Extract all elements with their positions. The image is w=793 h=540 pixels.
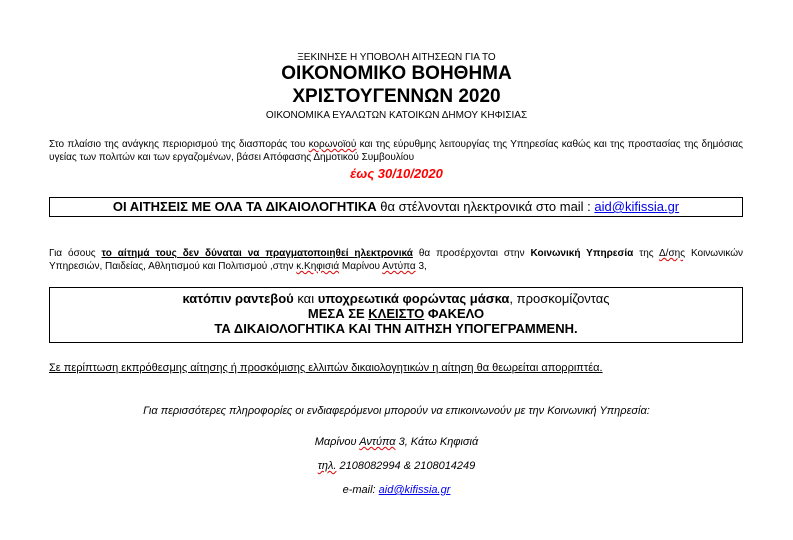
para2-kkif: κ.Κηφισιά	[296, 261, 340, 272]
phone-numbers: 2108082994 & 2108014249	[336, 460, 476, 472]
page-title-line2: ΧΡΙΣΤΟΥΓΕΝΝΩΝ 2020	[292, 86, 501, 107]
header-intro-line: ΞΕΚΙΝΗΣΕ Η ΥΠΟΒΟΛΗ ΑΙΤΗΣΕΩΝ ΓΙΑ ΤΟ	[297, 52, 496, 63]
submission-email-box	[49, 197, 743, 217]
page-title-line1: ΟΙΚΟΝΟΜΙΚΟ ΒΟΗΘΗΜΑ	[281, 63, 512, 84]
box2-line2c: ΦΑΚΕΛΟ	[424, 306, 485, 321]
para2-dsis: Δ/σης	[659, 248, 686, 259]
para2-text-6: 3,	[415, 261, 427, 272]
submission-email-link[interactable]: aid@kifissia.gr	[594, 199, 680, 214]
box2-bold-1: κατόπιν ραντεβού	[182, 291, 294, 306]
phone-label: τηλ.	[317, 460, 337, 472]
warning-text: Σε περίπτωση εκπρόθεσμης αίτησης ή προσκόμισης ελλιπών δικαιολογητικών η αίτηση θα θεωρείται απορριπτέα.	[49, 362, 603, 374]
info-line: Για περισσότερες πληροφορίες οι ενδιαφερόμενοι μπορούν να επικοινωνούν με την Κοινωνική Υπηρεσία:	[143, 405, 650, 417]
address-text-2: 3, Κάτω Κηφισιά	[395, 436, 479, 448]
box2-line2a: ΜΕΣΑ ΣΕ	[307, 306, 369, 321]
box1-bold-text: ΟΙ ΑΙΤΗΣΕΙΣ ΜΕ ΟΛΑ ΤΑ ΔΙΚΑΙΟΛΟΓΗΤΙΚΑ	[112, 199, 377, 214]
para2-text-5: Μαρίνου	[339, 261, 383, 272]
in-person-paragraph	[49, 247, 743, 273]
box2-line3: ΤΑ ΔΙΚΑΙΟΛΟΓΗΤΙΚΑ ΚΑΙ ΤΗΝ ΑΙΤΗΣΗ ΥΠΟΓΕΓΡΑΜΜΕΝΗ.	[214, 321, 578, 336]
box2-bold-2: υποχρεωτικά φορώντας μάσκα	[317, 291, 510, 306]
para2-underlined: το αίτημά τους δεν δύναται να πραγματοποιηθεί ηλεκτρονικά	[101, 248, 413, 259]
instructions-box	[49, 287, 743, 343]
intro-covid-word: κορωνοϊού	[308, 139, 357, 150]
intro-paragraph	[49, 138, 743, 164]
email-label: e-mail:	[342, 484, 379, 496]
box1-normal-text: θα στέλνονται ηλεκτρονικά στο mail :	[376, 199, 595, 214]
address-line	[0, 436, 793, 448]
para2-service: Κοινωνική Υπηρεσία	[530, 248, 634, 259]
email-line	[0, 484, 793, 496]
intro-text-2: και της εύρυθμης λειτουργίας της Υπηρεσίας καθώς και της προστασίας της δημόσιας υγείας των πολιτών και των εργαζομένων, βάσει Απόφασης Δημοτικού Συμβουλίου	[49, 139, 743, 163]
para2-text-3: της	[633, 248, 659, 259]
box2-line1	[50, 291, 742, 306]
para2-antypa: Αντύπα	[382, 261, 416, 272]
address-word: Αντύπα	[359, 436, 396, 448]
box2-line2	[50, 306, 742, 321]
box2-text-2: , προσκομίζοντας	[509, 291, 610, 306]
deadline-text: έως 30/10/2020	[350, 166, 443, 181]
address-text-1: Μαρίνου	[314, 436, 360, 448]
page-subtitle: ΟΙΚΟΝΟΜΙΚΑ ΕΥΑΛΩΤΩΝ ΚΑΤΟΙΚΩΝ ΔΗΜΟΥ ΚΗΦΙΣΙΑΣ	[265, 110, 528, 121]
para2-text-4: Κοινωνικών Υπηρεσιών, Παιδείας, Αθλητισμού και Πολιτισμού ,στην	[49, 248, 744, 272]
phone-line	[0, 460, 793, 472]
para2-text-1: Για όσους	[49, 248, 102, 259]
box2-text-1: και	[293, 291, 318, 306]
para2-text-2: θα προσέρχονται στην	[412, 248, 531, 259]
contact-email-link[interactable]: aid@kifissia.gr	[378, 484, 451, 496]
intro-text-1: Στο πλαίσιο της ανάγκης περιορισμού της διασποράς του	[49, 139, 309, 150]
box2-closed-word: ΚΛΕΙΣΤΟ	[368, 306, 425, 321]
